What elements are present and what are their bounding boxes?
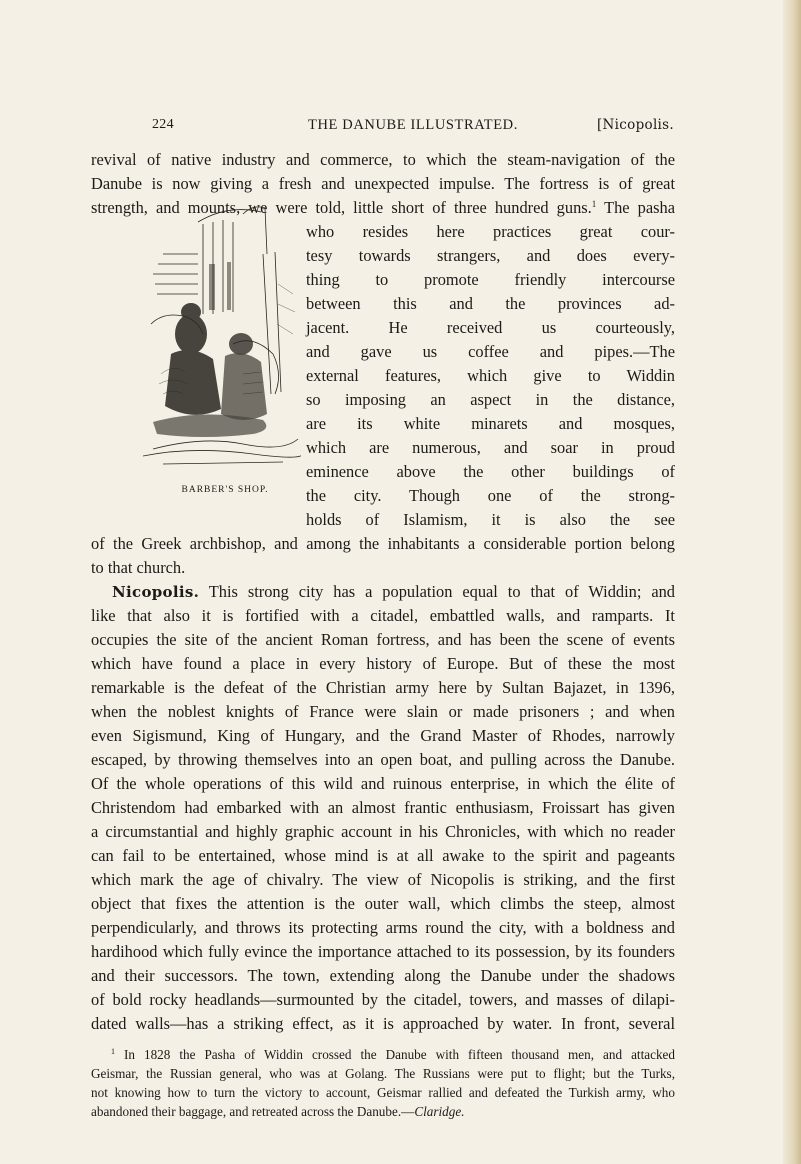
body-line: eminence above the other buildings of xyxy=(306,462,675,481)
body-line: even Sigismund, King of Hungary, and the Grand Master of Rhodes, narrowly xyxy=(91,726,675,745)
body-line: between this and the provinces ad- xyxy=(306,294,675,313)
body-line: revival of native industry and commerce, to which the steam-navigation of the xyxy=(91,150,675,169)
body-line: Of the whole operations of this wild and ruinous enterprise, in which the élite of xyxy=(91,774,675,793)
body-line: Christendom had embarked with an almost frantic enthusiasm, Froissart has given xyxy=(91,798,675,817)
body-line: the city. Though one of the strong- xyxy=(306,486,675,505)
body-line: jacent. He received us courteously, xyxy=(306,318,675,337)
body-line: like that also it is fortified with a citadel, embattled walls, and ramparts. It xyxy=(91,606,675,625)
body-line: object that fixes the attention is the outer wall, which climbs the steep, almost xyxy=(91,894,675,913)
page-number: 224 xyxy=(152,117,174,132)
illustration-caption: BARBER'S SHOP. xyxy=(181,485,269,495)
body-line: so imposing an aspect in the distance, xyxy=(306,390,675,409)
footnote-text: abandoned their baggage, and retreated across the Danube.— xyxy=(91,1104,415,1119)
section-marker: [Nicopolis. xyxy=(596,117,674,133)
body-line: of the Greek archbishop, and among the inhabitants a considerable portion belong xyxy=(91,534,675,553)
running-title: THE DANUBE ILLUSTRATED. xyxy=(308,117,518,133)
body-line: and their successors. The town, extending along the Danube under the shadows xyxy=(91,966,675,985)
barbers-shop-engraving xyxy=(143,194,301,476)
body-line: which mark the age of chivalry. The view of Nicopolis is striking, and the first xyxy=(91,870,675,889)
running-header xyxy=(152,117,674,139)
body-line: dated walls—has a striking effect, as it is approached by water. In front, several xyxy=(91,1014,675,1033)
body-line: to that church. xyxy=(91,558,186,577)
body-line: a circumstantial and highly graphic account in his Chronicles, with which no reader xyxy=(91,822,675,841)
body-line: and gave us coffee and pipes.—The xyxy=(306,342,675,361)
body-line: which have found a place in every history of Europe. But of these the most xyxy=(91,654,675,673)
footnote-attribution: Claridge. xyxy=(414,1104,465,1119)
body-line: perpendicularly, and throws its protecting arms round the city, with a boldness and xyxy=(91,918,675,937)
footnote-marker: 1 xyxy=(111,1047,115,1056)
footnote-line: Geismar, the Russian general, who was at Golang. The Russians were put to flight; but the Turks, xyxy=(91,1066,675,1081)
body-line: who resides here practices great cour- xyxy=(306,222,675,241)
body-line: hardihood which fully evince the importance attached to its possession, by its founders xyxy=(91,942,675,961)
body-line: when the noblest knights of France were slain or made prisoners ; and when xyxy=(91,702,675,721)
footnote-line: not knowing how to turn the victory to account, Geismar rallied and defeated the Turkish army, who xyxy=(91,1085,675,1100)
footnote-line xyxy=(91,1102,675,1121)
body-line-text: strength, and mounts, we were told, little short of three hundred guns. xyxy=(91,198,592,217)
body-line: remarkable is the defeat of the Christian army here by Sultan Bajazet, in 1396, xyxy=(91,678,675,697)
body-line: occupies the site of the ancient Roman fortress, and has been the scene of events xyxy=(91,630,675,649)
body-line: tesy towards strangers, and does every- xyxy=(306,246,675,265)
body-line: which are numerous, and soar in proud xyxy=(306,438,675,457)
body-line: escaped, by throwing themselves into an open boat, and pulling across the Danube. xyxy=(91,750,675,769)
section-heading: Nicopolis. xyxy=(112,583,200,601)
body-line-text: This strong city has a population equal to that of Widdin; and xyxy=(208,582,675,601)
footnote-reference: 1 xyxy=(591,199,597,209)
footnote-text: In 1828 the Pasha of Widdin crossed the Danube with fifteen thousand men, and attacked xyxy=(124,1047,675,1062)
body-line: Danube is now giving a fresh and unexpected impulse. The fortress is of great xyxy=(91,174,675,193)
footnote-line xyxy=(111,1045,675,1064)
body-line: holds of Islamism, it is also the see xyxy=(306,510,675,529)
body-line: can fail to be entertained, whose mind is at all awake to the spirit and pageants xyxy=(91,846,675,865)
page-edge-shadow xyxy=(783,0,801,1164)
body-line: of bold rocky headlands—surmounted by the citadel, towers, and masses of dilapi- xyxy=(91,990,675,1009)
body-line: thing to promote friendly intercourse xyxy=(306,270,675,289)
body-line-tail: The pasha xyxy=(604,198,675,217)
body-line: are its white minarets and mosques, xyxy=(306,414,675,433)
body-line: external features, which give to Widdin xyxy=(306,366,675,385)
body-line xyxy=(112,580,675,604)
